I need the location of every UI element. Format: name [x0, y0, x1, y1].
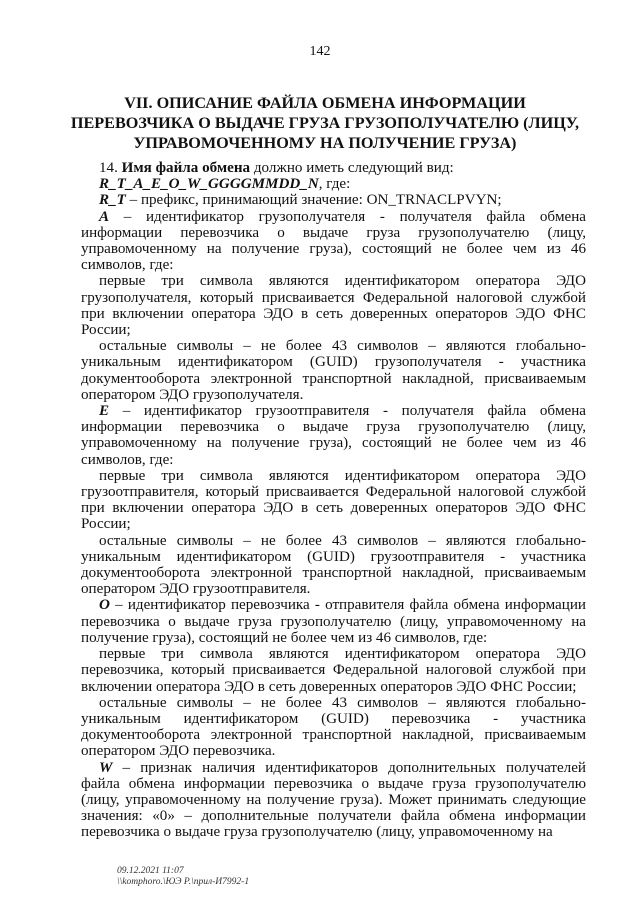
paragraph-w [81, 760, 586, 841]
paragraph-a-rest: остальные символы – не более 43 символов – являются глобально-уникальным идентификатором (GUID) грузополучателя - участника документооборота электронной транспортной накладной, присваиваемым оператором ЭДО грузополучателя. [81, 338, 586, 403]
paragraph-text: – идентификатор перевозчика - отправителя файла обмена информации перевозчика о выдаче груза грузополучателю (лицу, управомоченному на получение груза), состоящий не более чем из 46 символов, где: [81, 597, 586, 646]
paragraph-file-name [81, 160, 586, 176]
term-o: O [99, 597, 110, 614]
paragraph-a [81, 209, 586, 274]
paragraph-o-first: первые три символа являются идентификатором оператора ЭДО перевозчика, который присваивается Федеральной налоговой службой при включении оператора ЭДО в сеть доверенных операторов ЭДО ФНС России; [81, 646, 586, 695]
paragraph-e-first: первые три символа являются идентификатором оператора ЭДО грузоотправителя, который присваивается Федеральной налоговой службой при включении оператора ЭДО в сеть доверенных операторов ЭДО ФНС России; [81, 467, 586, 533]
document-body [81, 160, 586, 841]
bold-term: Имя файла обмена [121, 160, 251, 176]
paragraph-text: – признак наличия идентификаторов дополнительных получателей файла обмена информации перевозчика о выдаче груза грузополучателю (лицу, управомоченному на получение груза). Может принимать следующие значения: «0» – дополнительные получатели файла обмена информации перевозчика о выдаче груза грузополучателю (лицу, управомоченному на [81, 759, 586, 841]
paragraph-o-rest: остальные символы – не более 43 символов – являются глобально-уникальным идентификатором (GUID) перевозчика - участника документооборота электронной транспортной накладной, присваиваемым оператором ЭДО перевозчика. [81, 694, 586, 760]
paragraph-prefix [81, 192, 586, 208]
term-e: E [99, 403, 110, 420]
paragraph-o [81, 597, 586, 646]
paragraph-text: – идентификатор грузоотправителя - получателя файла обмена информации перевозчика о выдаче груза грузополучателю (лицу, управомоченному на получение груза), состоящий не более чем из 46 символов, где: [81, 403, 586, 468]
clause-number: 14. [99, 160, 122, 176]
page-number: 142 [309, 44, 331, 59]
file-pattern: R_T_A_E_O_W_GGGGMMDD_N [99, 176, 319, 193]
section-heading: VII. ОПИСАНИЕ ФАЙЛА ОБМЕНА ИНФОРМАЦИИ ПЕРЕВОЗЧИКА О ВЫДАЧЕ ГРУЗА ГРУЗОПОЛУЧАТЕЛЮ (ЛИЦУ, УПРАВОМОЧЕННОМУ НА ПОЛУЧЕНИЕ ГРУЗА) [70, 94, 580, 152]
paragraph-e-rest: остальные символы – не более 43 символов – являются глобально-уникальным идентификатором (GUID) грузоотправителя - участника документооборота электронной транспортной накладной, присваиваемым оператором ЭДО грузоотправителя. [81, 532, 586, 598]
paragraph-text: , где: [318, 176, 351, 193]
paragraph-text: должно иметь следующий вид: [250, 160, 454, 176]
paragraph-text: – идентификатор грузополучателя - получателя файла обмена информации перевозчика о выдаче груза грузополучателю (лицу, управомоченному на получение груза), состоящий не более чем из 46 символов, где: [81, 208, 586, 274]
footer-timestamp: 09.12.2021 11:07 [117, 866, 184, 876]
paragraph-file-pattern [81, 176, 586, 192]
term-a: A [99, 208, 110, 225]
paragraph-e [81, 403, 586, 468]
print-footer [117, 866, 249, 888]
paragraph-a-first: первые три символа являются идентификатором оператора ЭДО грузополучателя, который присваивается Федеральной налоговой службой при включении оператора ЭДО в сеть доверенных операторов ЭДО ФНС России; [81, 273, 586, 339]
term-w: W [99, 759, 113, 776]
footer-path: \\komphoro.\ЮЭ Р.\прил-И7992-1 [117, 877, 250, 887]
term-rt: R_T [99, 192, 126, 209]
paragraph-text: – префикс, принимающий значение: ON_TRNACLPVYN; [125, 192, 502, 209]
